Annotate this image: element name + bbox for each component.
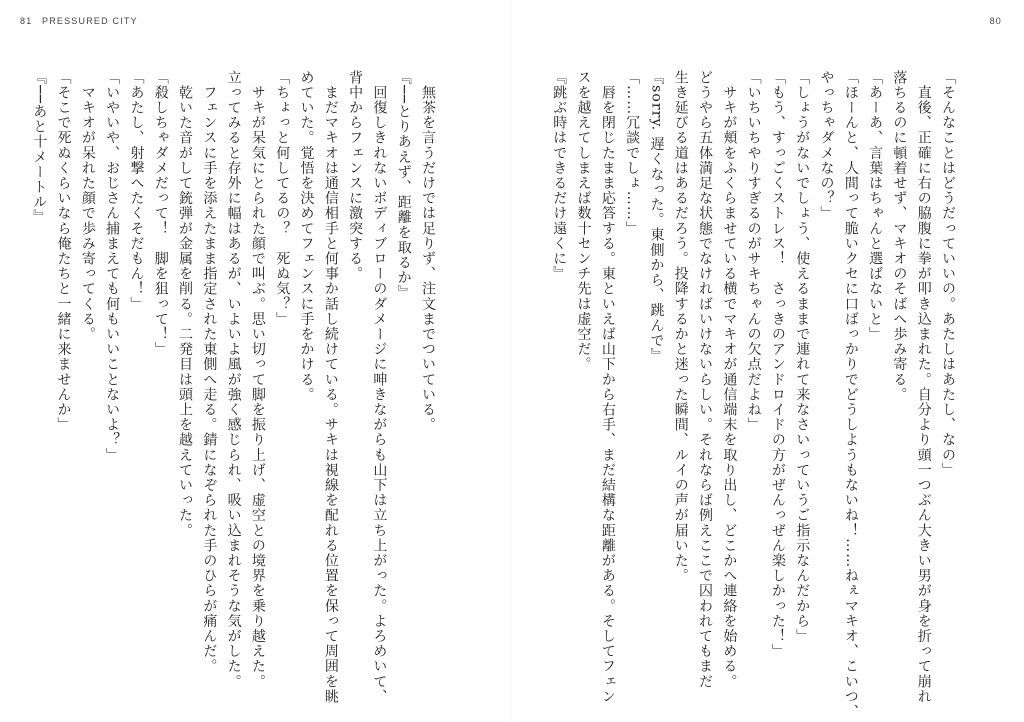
- text-line: 「しょうがないでしょう、使えるままで連れて来なさいっていうご指示なんだから」: [794, 70, 811, 644]
- text-line: 「いやいや、おじさん捕まえても何もいいことないよ？」: [104, 70, 121, 463]
- right-page-body: [551, 70, 960, 720]
- text-line: 「もう、すっごくストレス！ さっきのアンドロイドの方がぜんっぜん楽しかった！」: [769, 70, 786, 659]
- left-page-number: 81: [20, 16, 33, 26]
- text-line: 乾いた音がして銃弾が金属を削る。二発目は頭上を越えていった。: [177, 70, 194, 539]
- text-line: 直後、正確に右の脇腹に拳が叩き込まれた。自分より頭一つぶん大きい男が身を折って崩れ: [915, 70, 932, 705]
- text-line: 「あーあ、言葉はちゃんと選ばないと」: [867, 70, 884, 342]
- text-line: 背中からフェンスに激突する。: [347, 70, 364, 282]
- text-line: 「殺しちゃダメだって！ 脚を狙って！」: [152, 70, 169, 357]
- text-line: 『sorry. 遅くなった。東側から、跳んで』: [648, 70, 665, 364]
- text-line: 『跳ぶ時はできるだけ遠くに』: [551, 70, 568, 282]
- text-line: 生き延びる道はあるだろう。投降するかと迷った瞬間、ルイの声が届いた。: [672, 70, 689, 584]
- text-line: 回復しきれないボディブローのダメージに呻きながらも山下は立ち上がった。よろめいて、: [371, 70, 388, 705]
- text-line: 無茶を言うだけでは足りず、注文までついている。: [420, 70, 436, 433]
- text-line: 「そこで死ぬくらいなら俺たちと一緒に来ませんか」: [55, 70, 72, 433]
- text-line: マキオが呆れた顔で歩み寄ってくる。: [79, 70, 96, 342]
- text-line: フェンスに手を添えたまま指定された東側へ走る。錆になぞられた手のひらが痛んだ。: [201, 70, 218, 674]
- text-line: 「ほーんと、人間って脆いクセに口ばっかりでどうしようもないね！……ねぇマキオ、こいつ、: [842, 70, 859, 720]
- text-line: 「あたし、射撃へたくそだもん！」: [128, 70, 145, 312]
- text-line: どうやら五体満足な状態でなければいけないらしい。それならば例えここで囚われてもまだ: [697, 70, 714, 690]
- text-line: 落ちるのに頓着せず、マキオのそばへ歩み寄る。: [891, 70, 908, 403]
- text-line: 『──とりあえず、距離を取るか』: [395, 70, 412, 301]
- text-line: 『──あと十メートル』: [31, 70, 48, 225]
- text-line: 「ちょっと何してるの？ 死ぬ気？」: [274, 70, 291, 327]
- text-line: スを越えてしまえば数十センチ先は虚空だ。: [575, 70, 592, 372]
- text-line: 「そんなことはどうだっていいの。あたしはあたし、なの」: [940, 70, 956, 478]
- page-gutter: [511, 0, 513, 722]
- text-line: 「いちいちやりすぎるのがサキちゃんの欠点だよね」: [745, 70, 762, 433]
- text-line: やっちゃダメなの？」: [818, 70, 835, 221]
- text-line: 唇を閉じたまま応答する。東といえば山下から右手、まだ結構な距離がある。そしてフェン: [599, 70, 616, 705]
- right-page-number: 80: [989, 16, 1002, 26]
- left-page-body: [31, 70, 440, 705]
- text-line: 「……冗談でしょ……」: [624, 70, 641, 237]
- text-line: めていた。覚悟を決めてフェンスに手をかける。: [298, 70, 315, 403]
- text-line: サキが頬をふくらませている横でマキオが通信端末を取り出し、どこかへ連絡を始める。: [721, 70, 738, 690]
- text-line: サキが呆気にとられた顔で叫ぶ。思い切って脚を振り上げ、虚空との境界を乗り越えた。: [249, 70, 266, 690]
- text-line: 立ってみると存外に幅はあるが、いよいよ風が強く感じられ、吸い込まれそうな気がした。: [225, 70, 242, 690]
- running-title: PRESSURED CITY: [42, 16, 138, 26]
- text-line: まだマキオは通信相手と何事か話し続けている。サキは視線を配れる位置を保って周囲を眺: [322, 70, 339, 705]
